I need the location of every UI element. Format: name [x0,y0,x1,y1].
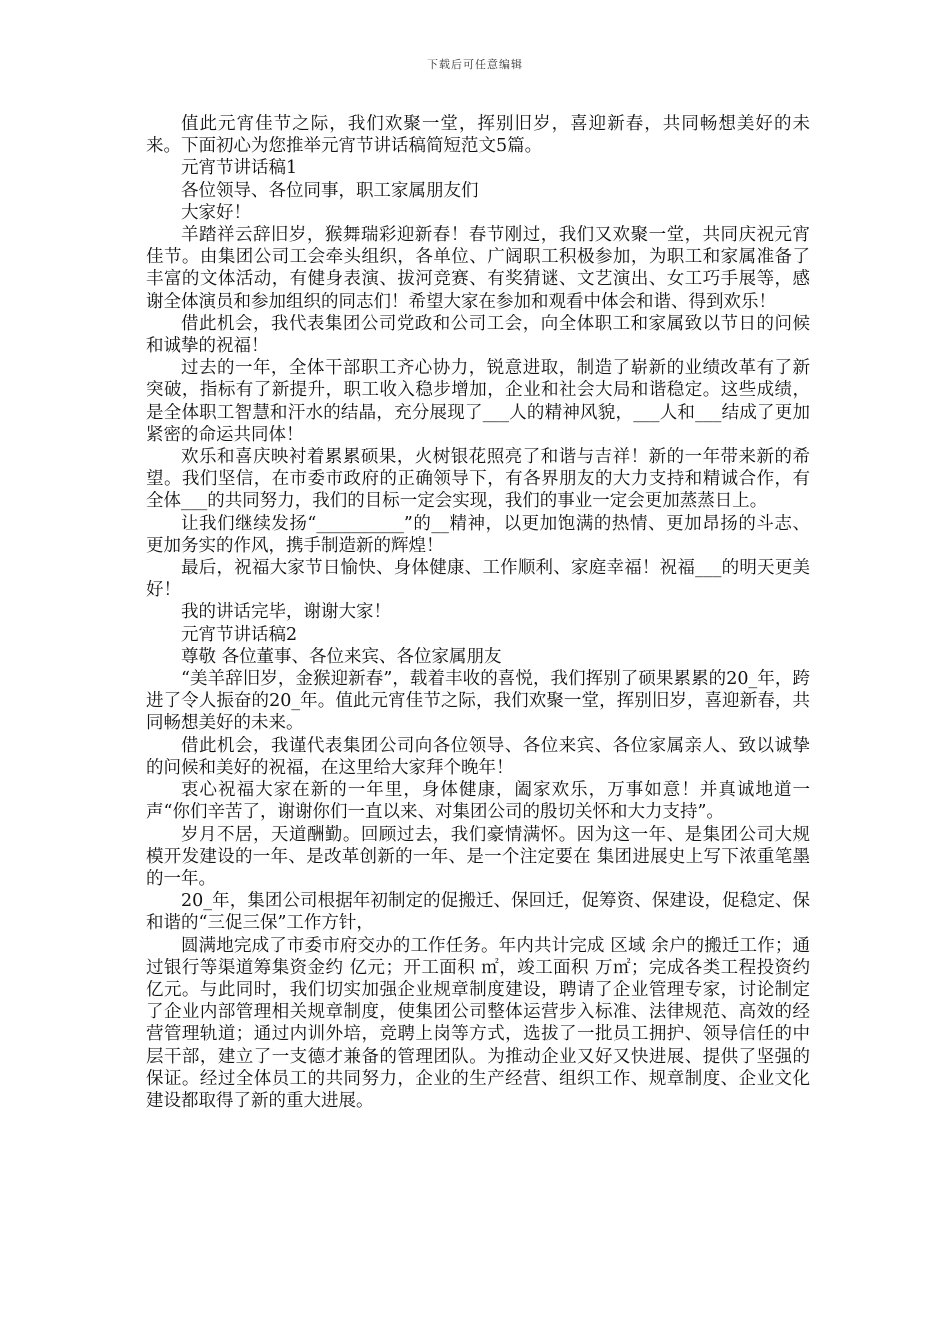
paragraph-body: 借此机会，我代表集团公司党政和公司工会，向全体职工和家属致以节日的问候和诚挚的祝福！ [146,313,810,357]
paragraph-body: 衷心祝福大家在新的一年里，身体健康，阖家欢乐，万事如意！并真诚地道一声“你们辛苦了，谢谢你们一直以来、对集团公司的殷切关怀和大力支持”。 [146,780,810,823]
paragraph-body: 让我们继续发扬“__________”的__精神，以更加饱满的热情、更加昂扬的斗志、更加务实的作风，携手制造新的辉煌！ [146,513,810,556]
paragraph-body: “美羊辞旧岁，金猴迎新春”，载着丰收的喜悦，我们挥别了硕果累累的20_年，跨进了令人振奋的20_年。值此元宵佳节之际，我们欢聚一堂，挥别旧岁，喜迎新春，共同畅想美好的未来。 [146,669,810,734]
paragraph-greeting: 大家好！ [181,202,251,223]
page-header: 下载后可任意编辑 [427,58,523,71]
paragraph-salutation-1: 各位领导、各位同事，职工家属朋友们 [181,180,479,201]
section-title-speech-2: 元宵节讲话稿2 [181,624,298,645]
paragraph-body: 欢乐和喜庆映衬着累累硕果，火树银花照亮了和谐与吉祥！新的一年带来新的希望。我们坚信，在市委市政府的正确领导下，有各界朋友的大力支持和精诚合作，有全体___的共同努力，我们的目标一定会实现，我们的事业一定会更加蒸蒸日上。 [146,447,810,512]
section-title-speech-1: 元宵节讲话稿1 [181,158,298,179]
paragraph-body: 岁月不居，天道酬勤。回顾过去，我们豪情满怀。因为这一年、是集团公司大规模开发建设的一年、是改革创新的一年、是一个注定要在 集团进展史上写下浓重笔墨的一年。 [146,824,810,889]
document-body [146,113,810,1112]
paragraph-body: 最后，祝福大家节日愉快、身体健康、工作顺利、家庭幸福！祝福___的明天更美好！ [146,558,810,601]
paragraph-body: 羊踏祥云辞旧岁，猴舞瑞彩迎新春！春节刚过，我们又欢聚一堂，共同庆祝元宵佳节。由集团公司工会牵头组织，各单位、广阔职工积极参加，为职工和家属准备了丰富的文体活动，有健身表演、拔河竞赛、有奖猜谜、文艺演出、女工巧手展等，感谢全体演员和参加组织的同志们！希望大家在参加和观看中体会和谐、得到欢乐！ [146,225,810,312]
paragraph-intro: 值此元宵佳节之际，我们欢聚一堂，挥别旧岁，喜迎新春，共同畅想美好的未来。下面初心为您推举元宵节讲话稿简短范文5篇。 [146,114,810,157]
paragraph-salutation-2: 尊敬 各位董事、各位来宾、各位家属朋友 [181,646,502,667]
paragraph-body: 20_年，集团公司根据年初制定的促搬迁、保回迁，促筹资、保建设，促稳定、保和谐的“三促三保”工作方针， [146,891,810,934]
paragraph-body: 过去的一年，全体干部职工齐心协力，锐意进取，制造了崭新的业绩改革有了新突破，指标有了新提升，职工收入稳步增加，企业和社会大局和谐稳定。这些成绩，是全体职工智慧和汗水的结晶，充分展现了___人的精神风貌，___人和___结成了更加紧密的命运共同体！ [146,358,810,445]
paragraph-closing: 我的讲话完毕，谢谢大家！ [181,602,391,623]
paragraph-body: 圆满地完成了市委市府交办的工作任务。年内共计完成 区域 余户的搬迁工作；通过银行等渠道筹集资金约 亿元；开工面积 ㎡，竣工面积 万㎡；完成各类工程投资约 亿元。与此同时，我们切实加强企业规章制度建设，聘请了企业管理专家，讨论制定了企业内部管理相关规章制度，使集团公司整体运营步入标准、法律规范、高效的经营管理轨道；通过内训外培，竞聘上岗等方式，选拔了一批员工拥护、领导信任的中层干部，建立了一支德才兼备的管理团队。为推动企业又好又快进展、提供了坚强的保证。经过全体员工的共同努力，企业的生产经营、组织工作、规章制度、企业文化建设都取得了新的重大进展。 [146,935,810,1111]
paragraph-body: 借此机会，我谨代表集团公司向各位领导、各位来宾、各位家属亲人、致以诚挚的问候和美好的祝福，在这里给大家拜个晚年！ [146,735,810,778]
